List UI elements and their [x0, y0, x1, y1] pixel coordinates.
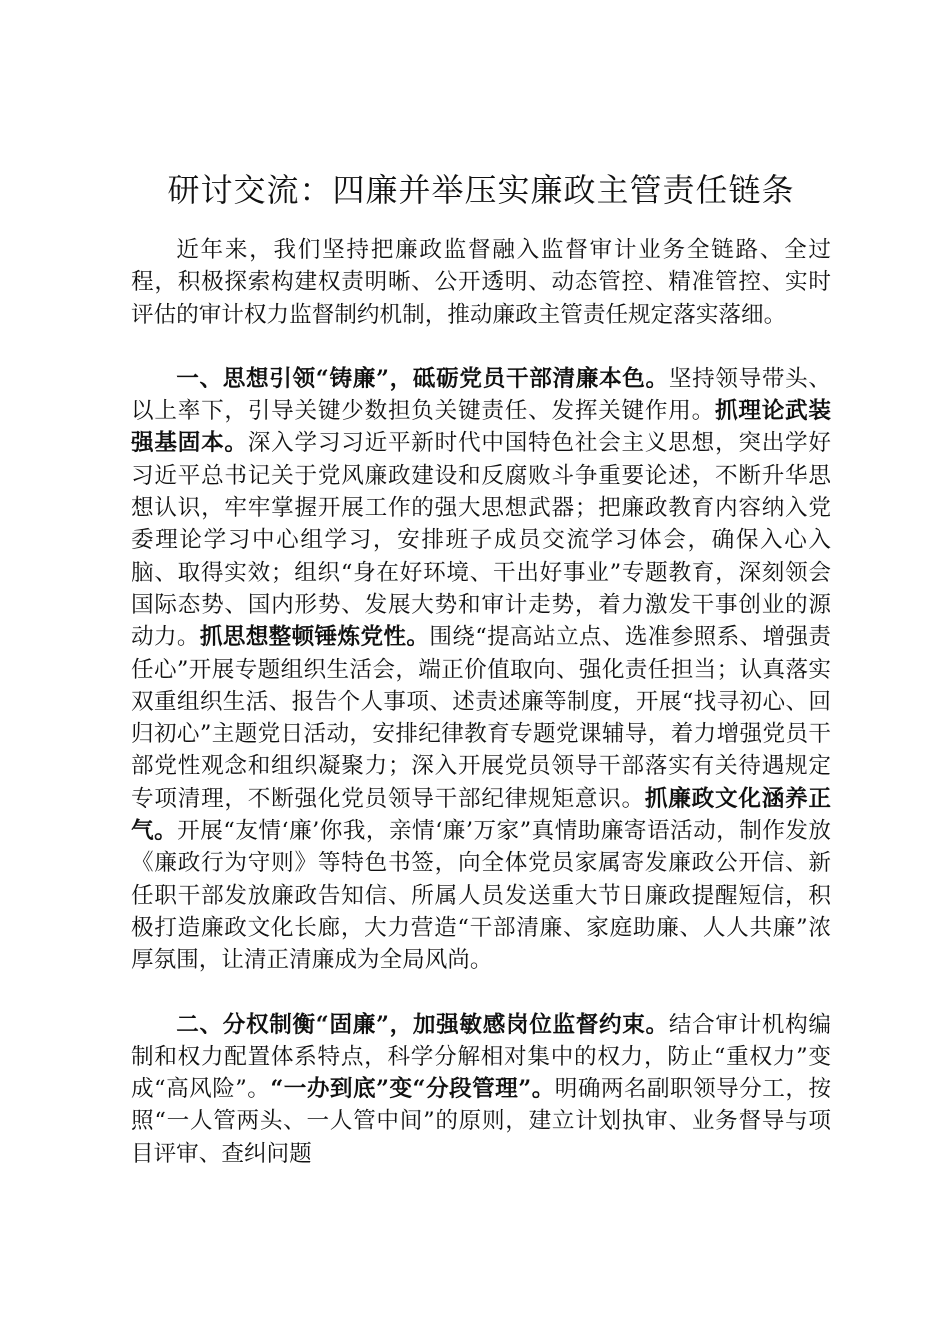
section-1-text-2: 深入学习习近平新时代中国特色社会主义思想，突出学好习近平总书记关于党风廉政建设和反腐败斗争重要论述，不断升华思想认识，牢牢掌握开展工作的强大思想武器；把廉政教育内容纳入党委理论学习中心组学习，安排班子成员交流学习体会，确保入心入脑、取得实效；组织“身在好环境、干出好事业”专题教育，深刻领会国际态势、国内形势、发展大势和审计走势，着力激发干事创业的源动力。 — [131, 430, 832, 651]
section-1-subheading-2: 抓思想整顿锤炼党性。 — [199, 624, 430, 651]
section-2-subheading-1: “一办到底”变“分段管理”。 — [270, 1076, 555, 1103]
section-2-text-1: 结合审计机构编制和权力配置体系特点，科学分解相对集中的权力，防止“重权力”变成“高风险”。 — [131, 1011, 831, 1103]
section-2-paragraph — [131, 1009, 831, 1170]
section-2-heading: 二、分权制衡“固廉”，加强敏感岗位监督约束。 — [176, 1011, 669, 1038]
document-page — [131, 168, 831, 1170]
section-1-text-4: 开展“友情‘廉’你我，亲情‘廉’万家”真情助廉寄语活动，制作发放《廉政行为守则》等特色书签，向全体党员家属寄发廉政公开信、新任职干部发放廉政告知信、所属人员发送重大节日廉政提醒短信，积极打造廉政文化长廊，大力营造“干部清廉、家庭助廉、人人共廉”浓厚氛围，让清正清廉成为全局风尚。 — [131, 818, 831, 974]
section-1-text-1: 坚持领导带头、以上率下，引导关键少数担负关键责任、发挥关键作用。 — [131, 365, 831, 425]
document-title: 研讨交流：四廉并举压实廉政主管责任链条 — [167, 171, 795, 209]
section-1-subheading-1: 抓理论武装强基固本。 — [131, 398, 832, 457]
section-1-text-3: 围绕“提高站立点、选准参照系、增强责任心”开展专题组织生活会，端正价值取向、强化责任担当；认真落实双重组织生活、报告个人事项、述责述廉等制度，开展“找寻初心、回归初心”主题党日活动，安排纪律教育专题党课辅导，着力增强党员干部党性观念和组织凝聚力；深入开展党员领导干部落实有关待遇规定专项清理，不断强化党员领导干部纪律规矩意识。 — [131, 624, 831, 812]
intro-paragraph: 近年来，我们坚持把廉政监督融入监督审计业务全链路、全过程，积极探索构建权责明晰、公开透明、动态管控、精准管控、实时评估的审计权力监督制约机制，推动廉政主管责任规定落实落细。 — [131, 237, 831, 328]
section-1-paragraph — [131, 363, 831, 977]
section-1-heading: 一、思想引领“铸廉”，砥砺党员干部清廉本色。 — [176, 365, 669, 392]
section-1-subheading-3: 抓廉政文化涵养正气。 — [131, 785, 832, 845]
section-2-text-2: 明确两名副职领导分工，按照“一人管两头、一人管中间”的原则，建立计划执审、业务督导与项目评审、查纠问题 — [131, 1076, 832, 1167]
